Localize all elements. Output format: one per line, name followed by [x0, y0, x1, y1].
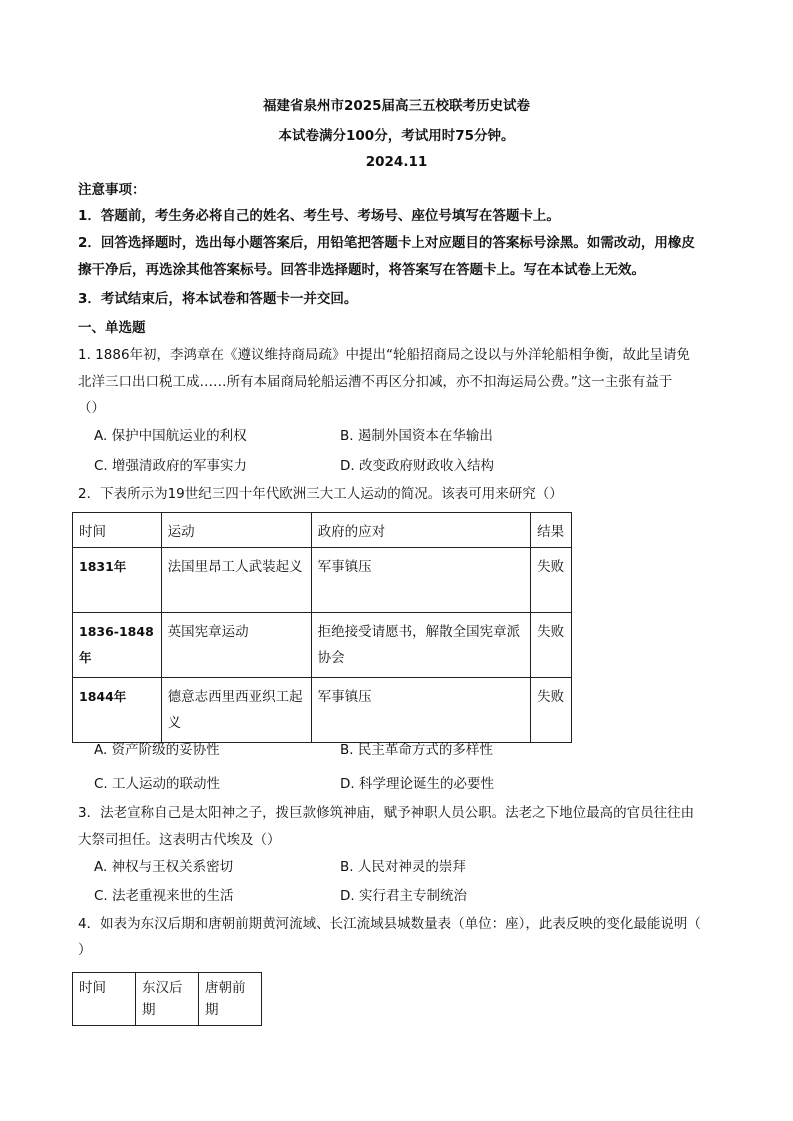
note-item: 1．答题前，考生务必将自己的姓名、考生号、考场号、座位号填写在答题卡上。 [78, 208, 560, 224]
q2-option-c[interactable]: C. 工人运动的联动性 [94, 776, 221, 792]
q3-option-d[interactable]: D. 实行君主专制统治 [340, 888, 467, 904]
exam-date: 2024.11 [365, 154, 428, 170]
q1-option-c[interactable]: C. 增强清政府的军事实力 [94, 458, 248, 474]
table-header-cell: 唐朝前期 [199, 973, 262, 1026]
exam-subtitle: 本试卷满分100分，考试用时75分钟。 [278, 128, 515, 144]
table-cell-result: 失败 [531, 678, 572, 743]
table-row [73, 548, 572, 613]
q1-stem-line: 北洋三口出口税工成……所有本届商局轮船运漕不再区分扣减，亦不扣海运局公费。”这一主张有益于 [78, 374, 673, 390]
note-item: 2．回答选择题时，选出每小题答案后，用铅笔把答题卡上对应题目的答案标号涂黑。如需改动，用橡皮 [78, 235, 695, 251]
table-cell-time: 1844年 [73, 678, 162, 743]
q1-stem-line: 1. 1886年初，李鸿章在《遵议维持商局疏》中提出“轮船招商局之设以与外洋轮船相争衡，故此呈请免 [78, 347, 691, 363]
q3-stem-line: 大祭司担任。这表明古代埃及（） [78, 832, 281, 848]
q1-option-b[interactable]: B. 遏制外国资本在华输出 [340, 428, 493, 444]
q2-option-b[interactable]: B. 民主革命方式的多样性 [340, 742, 493, 758]
table-cell-response: 军事镇压 [311, 678, 530, 743]
section-heading: 一、单选题 [78, 320, 146, 336]
q2-option-a[interactable]: A. 资产阶级的妥协性 [94, 742, 220, 758]
table-header-cell: 东汉后期 [136, 973, 199, 1026]
exam-title: 福建省泉州市2025届高三五校联考历史试卷 [262, 98, 531, 114]
q3-stem-line: 3．法老宣称自己是太阳神之子，拨巨款修筑神庙，赋予神职人员公职。法老之下地位最高的官员往往由 [78, 805, 695, 821]
table-header-cell: 时间 [73, 973, 136, 1026]
table-cell-response: 军事镇压 [311, 548, 530, 613]
table-header-row [73, 973, 262, 1026]
q3-option-c[interactable]: C. 法老重视来世的生活 [94, 888, 234, 904]
q2-option-d[interactable]: D. 科学理论诞生的必要性 [340, 776, 494, 792]
q1-option-d[interactable]: D. 改变政府财政收入结构 [340, 458, 494, 474]
table-header-cell: 政府的应对 [311, 513, 530, 548]
q2-stem: 2．下表所示为19世纪三四十年代欧洲三大工人运动的简况。该表可用来研究（） [78, 486, 563, 502]
table-cell-result: 失败 [531, 613, 572, 678]
q2-table [72, 512, 572, 743]
table-cell-response: 拒绝接受请愿书，解散全国宪章派协会 [311, 613, 530, 678]
q1-option-a[interactable]: A. 保护中国航运业的利权 [94, 428, 247, 444]
table-row [73, 613, 572, 678]
q4-stem-line: 4．如表为东汉后期和唐朝前期黄河流域、长江流域县城数量表（单位：座），此表反映的变化最能说明（ [78, 916, 701, 932]
table-header-cell: 运动 [161, 513, 311, 548]
q1-stem-line: （） [78, 400, 105, 416]
table-row [73, 678, 572, 743]
notes-heading: 注意事项： [78, 182, 146, 198]
note-item: 3．考试结束后，将本试卷和答题卡一并交回。 [78, 291, 358, 307]
table-cell-time: 1831年 [73, 548, 162, 613]
table-cell-movement: 德意志西里西亚织工起义 [161, 678, 311, 743]
q3-option-a[interactable]: A. 神权与王权关系密切 [94, 859, 234, 875]
table-cell-movement: 法国里昂工人武装起义 [161, 548, 311, 613]
table-header-row [73, 513, 572, 548]
table-cell-movement: 英国宪章运动 [161, 613, 311, 678]
note-item: 擦干净后，再选涂其他答案标号。回答非选择题时，将答案写在答题卡上。写在本试卷上无效。 [78, 262, 645, 278]
table-header-cell: 时间 [73, 513, 162, 548]
table-cell-result: 失败 [531, 548, 572, 613]
q3-option-b[interactable]: B. 人民对神灵的崇拜 [340, 859, 466, 875]
table-header-cell: 结果 [531, 513, 572, 548]
q4-table [72, 972, 262, 1026]
table-cell-time: 1836-1848年 [73, 613, 162, 678]
q4-stem-line: ） [78, 942, 92, 958]
